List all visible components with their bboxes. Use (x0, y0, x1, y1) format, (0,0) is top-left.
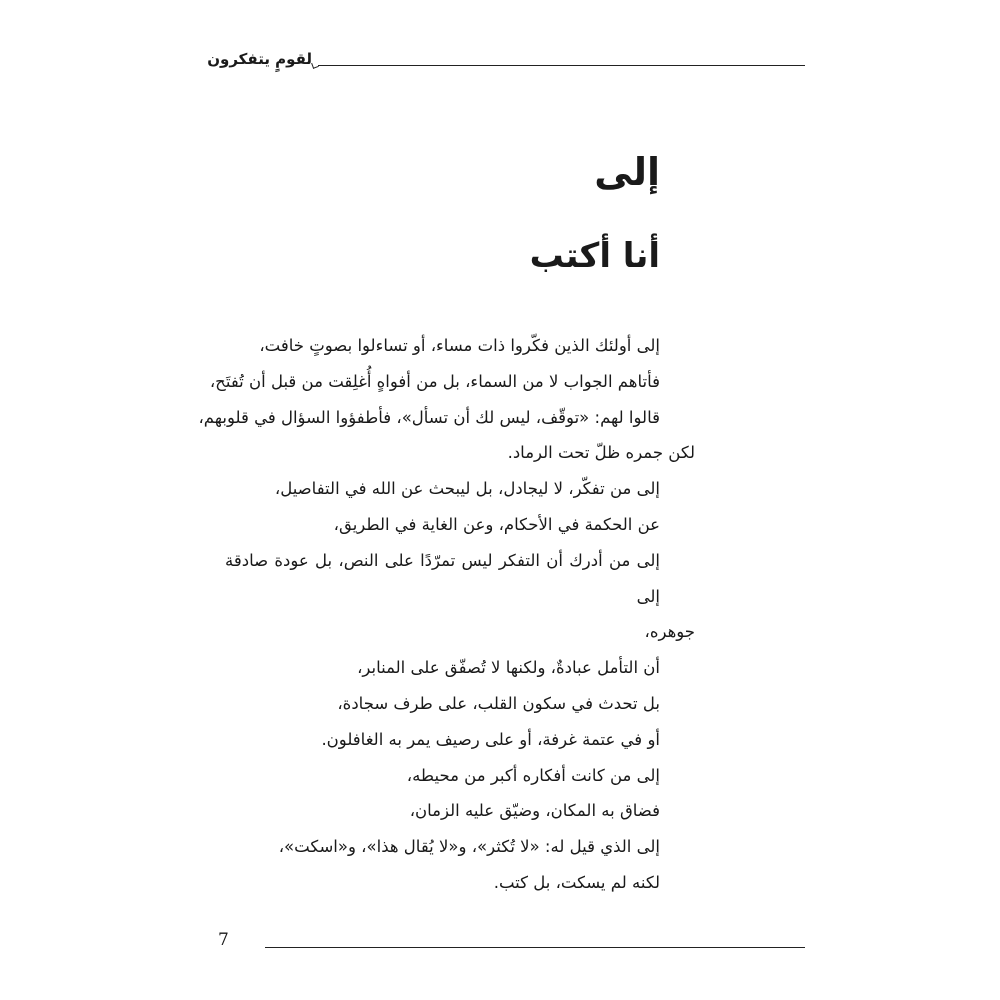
poem-line: إلى من أدرك أن التفكر ليس تمرّدًا على النص، بل عودة صادقة إلى (225, 550, 660, 606)
running-header-title: لقومٍ يتفكرون (207, 50, 312, 68)
poem-line: أو في عتمة غرفة، أو على رصيف يمر به الغافلون. (321, 729, 660, 749)
poem-line: لكن جمره ظلّ تحت الرماد. (507, 443, 695, 463)
chapter-heading-line-2: أنا أكتب (529, 236, 660, 276)
poem-line: عن الحكمة في الأحكام، وعن الغاية في الطريق، (333, 514, 660, 534)
poem-body (198, 328, 695, 901)
poem-line: لكنه لم يسكت، بل كتب. (493, 872, 660, 892)
poem-line: إلى أولئك الذين فكّروا ذات مساء، أو تساءلوا بصوتٍ خافت، (259, 336, 660, 355)
poem-line: إلى من تفكّر، لا ليجادل، بل ليبحث عن الله في التفاصيل، (274, 479, 660, 499)
chapter-heading-line-1: إلى (594, 150, 660, 194)
poem-line: فأتاهم الجواب لا من السماء، بل من أفواهٍ أُغلِقت من قبل أن تُفتَح، (209, 371, 660, 391)
poem-line: جوهره، (644, 622, 695, 642)
poem-line: قالوا لهم: «توقّف، ليس لك أن تسأل»، فأطفؤوا السؤال في قلوبهم، (198, 407, 660, 427)
poem-line: إلى من كانت أفكاره أكبر من محيطه، (406, 765, 660, 785)
poem-line: إلى الذي قيل له: «لا تُكثر»، و«لا يُقال هذا»، و«اسكت»، (278, 837, 660, 857)
page-number: 7 (218, 930, 229, 950)
poem-line: أن التأمل عبادةٌ، ولكنها لا تُصفّق على المنابر، (357, 658, 660, 678)
poem-line: فضاق به المكان، وضيّق عليه الزمان، (409, 801, 660, 821)
footer-rule (265, 947, 805, 948)
header-rule (318, 65, 805, 66)
poem-line: بل تحدث في سكون القلب، على طرف سجادة، (337, 693, 660, 713)
